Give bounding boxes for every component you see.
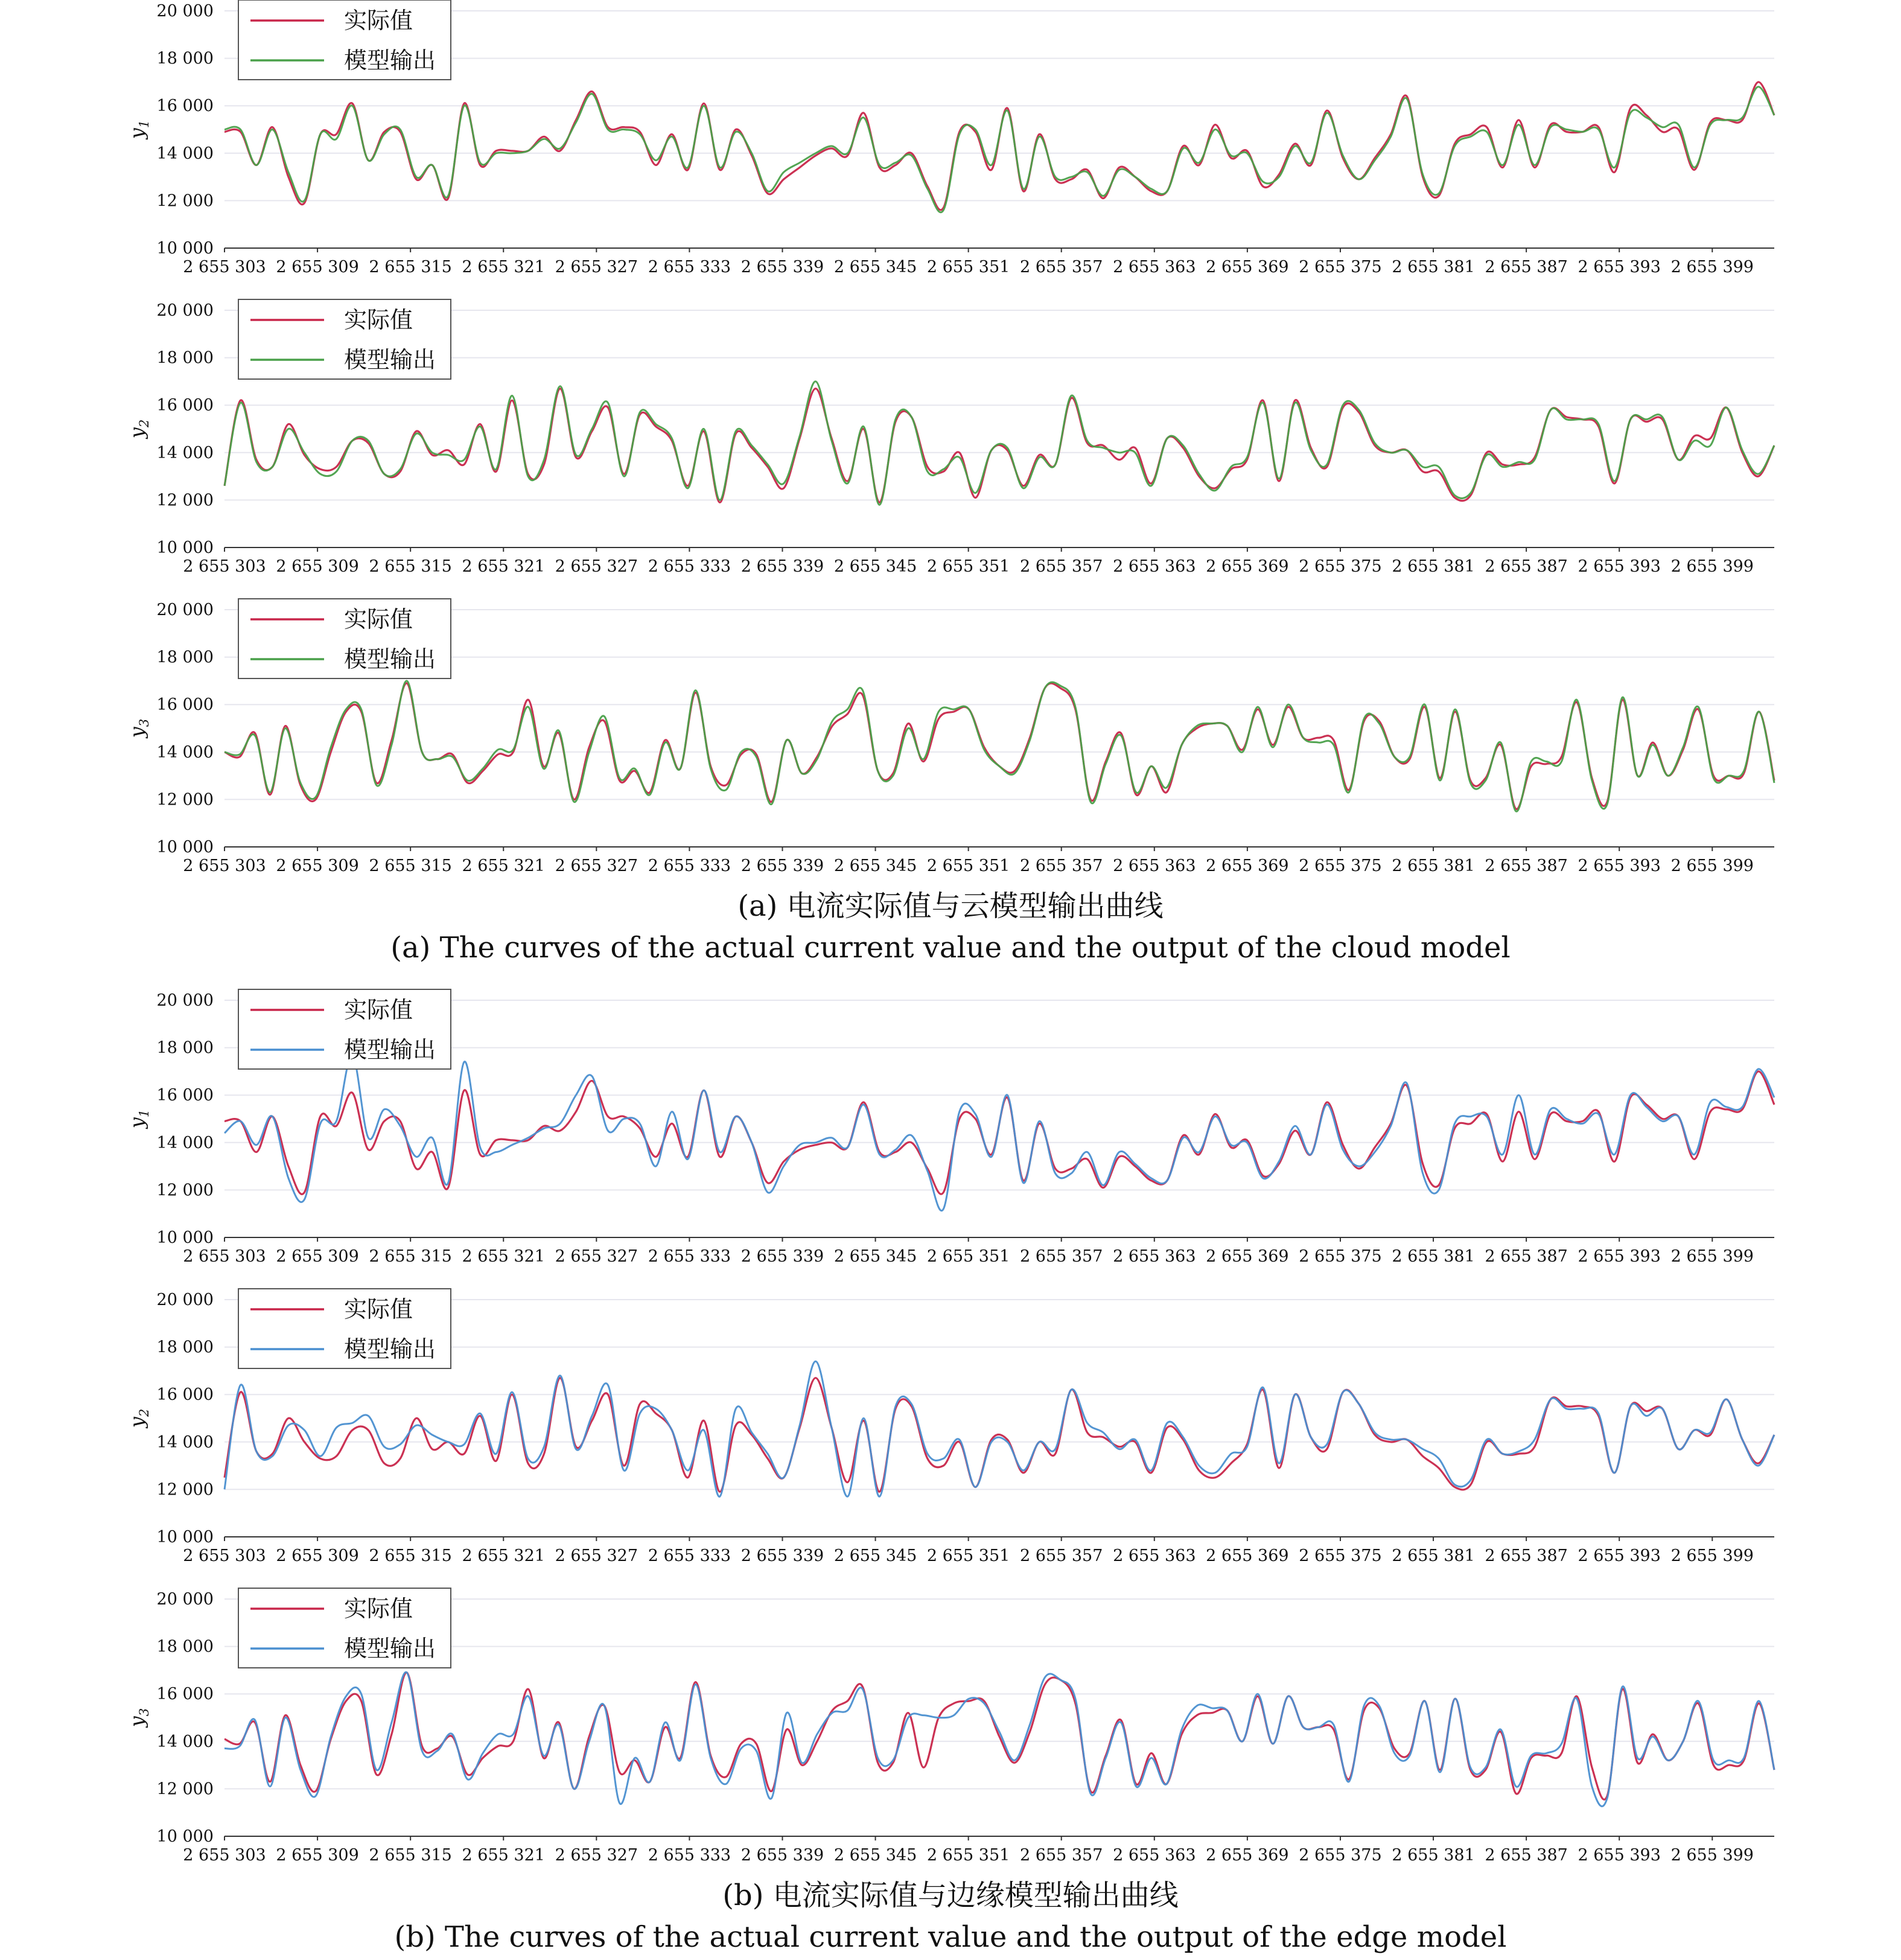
y-tick-label: 16 000 (156, 1086, 214, 1105)
x-tick-label: 2 655 357 (1020, 1547, 1103, 1565)
y-tick-label: 14 000 (156, 1133, 214, 1152)
y-tick-label: 18 000 (156, 49, 214, 68)
x-tick-label: 2 655 399 (1670, 857, 1754, 875)
y-tick-label: 18 000 (156, 648, 214, 667)
x-tick-label: 2 655 357 (1020, 1846, 1103, 1865)
legend-label-model: 模型输出 (344, 47, 436, 74)
y-axis-label (126, 719, 151, 739)
x-tick-label: 2 655 387 (1485, 1846, 1568, 1865)
y-axis-label-base: y (126, 1417, 148, 1428)
x-tick-label: 2 655 303 (183, 1247, 266, 1266)
y-tick-label: 18 000 (156, 1338, 214, 1357)
x-tick-label: 2 655 303 (183, 1547, 266, 1565)
y-tick-label: 20 000 (156, 301, 214, 320)
x-tick-label: 2 655 309 (276, 557, 359, 576)
x-tick-label: 2 655 399 (1670, 557, 1754, 576)
x-tick-label: 2 655 381 (1392, 857, 1475, 875)
x-tick-label: 2 655 369 (1206, 557, 1289, 576)
legend-label-model: 模型输出 (344, 1635, 436, 1662)
x-tick-label: 2 655 321 (462, 258, 545, 276)
legend-label-actual: 实际值 (344, 1296, 413, 1323)
caption-b-english: (b) The curves of the actual current value and the output of the edge model (394, 1920, 1507, 1954)
legend-label-model: 模型输出 (344, 1036, 436, 1063)
x-tick-label: 2 655 333 (648, 1247, 731, 1266)
x-tick-label: 2 655 309 (276, 857, 359, 875)
x-tick-label: 2 655 387 (1485, 1547, 1568, 1565)
x-tick-label: 2 655 345 (833, 557, 917, 576)
series-line-model (224, 681, 1774, 811)
series-line-actual (224, 1071, 1774, 1194)
legend-label-actual: 实际值 (344, 7, 413, 34)
x-tick-label: 2 655 375 (1299, 1846, 1382, 1865)
x-tick-label: 2 655 333 (648, 557, 731, 576)
series-line-model (224, 1361, 1774, 1496)
x-tick-label: 2 655 315 (369, 557, 452, 576)
x-tick-label: 2 655 327 (555, 1247, 638, 1266)
x-tick-label: 2 655 309 (276, 1547, 359, 1565)
legend-label-model: 模型输出 (344, 346, 436, 373)
x-tick-label: 2 655 309 (276, 1247, 359, 1266)
y-axis-label-base: y (126, 427, 148, 439)
x-tick-label: 2 655 315 (369, 1846, 452, 1865)
legend-label-actual: 实际值 (344, 997, 413, 1023)
chart-a1 (126, 0, 1774, 276)
y-axis-label (126, 120, 151, 140)
x-tick-label: 2 655 339 (740, 1547, 824, 1565)
x-tick-label: 2 655 363 (1113, 557, 1196, 576)
x-tick-label: 2 655 375 (1299, 258, 1382, 276)
x-tick-label: 2 655 381 (1392, 1247, 1475, 1266)
x-tick-label: 2 655 351 (926, 1547, 1010, 1565)
x-tick-label: 2 655 369 (1206, 258, 1289, 276)
y-tick-label: 20 000 (156, 601, 214, 619)
x-tick-label: 2 655 357 (1020, 258, 1103, 276)
y-tick-label: 20 000 (156, 991, 214, 1010)
x-tick-label: 2 655 351 (926, 1247, 1010, 1266)
x-tick-label: 2 655 345 (833, 258, 917, 276)
x-tick-label: 2 655 369 (1206, 857, 1289, 875)
x-tick-label: 2 655 321 (462, 1846, 545, 1865)
y-axis-label-subscript: 3 (137, 1708, 151, 1717)
chart-a2 (126, 299, 1774, 576)
x-tick-label: 2 655 351 (926, 1846, 1010, 1865)
x-tick-label: 2 655 315 (369, 1547, 452, 1565)
y-axis-label (126, 420, 151, 439)
x-tick-label: 2 655 327 (555, 557, 638, 576)
y-tick-label: 16 000 (156, 695, 214, 715)
y-tick-label: 16 000 (156, 1685, 214, 1704)
y-tick-label: 12 000 (156, 1181, 214, 1200)
x-tick-label: 2 655 375 (1299, 1547, 1382, 1565)
series-line-model (224, 381, 1774, 505)
x-tick-label: 2 655 351 (926, 857, 1010, 875)
x-tick-label: 2 655 351 (926, 258, 1010, 276)
y-axis-label (126, 1409, 151, 1429)
x-tick-label: 2 655 381 (1392, 258, 1475, 276)
y-tick-label: 10 000 (156, 1528, 214, 1547)
x-tick-label: 2 655 333 (648, 258, 731, 276)
y-tick-label: 16 000 (156, 1385, 214, 1405)
x-tick-label: 2 655 339 (740, 557, 824, 576)
x-tick-label: 2 655 363 (1113, 258, 1196, 276)
y-axis-label-base: y (126, 1716, 148, 1728)
x-tick-label: 2 655 369 (1206, 1247, 1289, 1266)
legend-label-actual: 实际值 (344, 606, 413, 633)
y-tick-label: 20 000 (156, 1590, 214, 1609)
x-tick-label: 2 655 303 (183, 857, 266, 875)
y-tick-label: 14 000 (156, 144, 214, 163)
chart-a3 (126, 599, 1774, 875)
x-tick-label: 2 655 327 (555, 1846, 638, 1865)
legend-label-actual: 实际值 (344, 1595, 413, 1622)
x-tick-label: 2 655 375 (1299, 857, 1382, 875)
x-tick-label: 2 655 399 (1670, 1547, 1754, 1565)
caption-b-chinese: (b) 电流实际值与边缘模型输出曲线 (722, 1879, 1179, 1912)
x-tick-label: 2 655 321 (462, 557, 545, 576)
x-tick-label: 2 655 393 (1578, 1547, 1661, 1565)
x-tick-label: 2 655 309 (276, 258, 359, 276)
y-tick-label: 12 000 (156, 790, 214, 809)
y-tick-label: 12 000 (156, 1780, 214, 1799)
x-tick-label: 2 655 345 (833, 857, 917, 875)
chart-b3 (126, 1588, 1774, 1865)
y-tick-label: 10 000 (156, 1827, 214, 1846)
x-tick-label: 2 655 363 (1113, 1846, 1196, 1865)
y-tick-label: 14 000 (156, 443, 214, 462)
x-tick-label: 2 655 393 (1578, 1846, 1661, 1865)
y-axis-label-base: y (126, 128, 148, 139)
x-tick-label: 2 655 393 (1578, 258, 1661, 276)
y-tick-label: 12 000 (156, 191, 214, 211)
x-tick-label: 2 655 315 (369, 258, 452, 276)
series-line-actual (224, 1673, 1774, 1800)
x-tick-label: 2 655 393 (1578, 557, 1661, 576)
y-axis-label (126, 1708, 151, 1728)
x-tick-label: 2 655 345 (833, 1547, 917, 1565)
y-tick-label: 16 000 (156, 396, 214, 415)
y-tick-label: 14 000 (156, 1432, 214, 1452)
y-tick-label: 10 000 (156, 239, 214, 258)
x-tick-label: 2 655 387 (1485, 1247, 1568, 1266)
x-tick-label: 2 655 363 (1113, 1247, 1196, 1266)
chart-b2 (126, 1289, 1774, 1565)
y-axis-label-base: y (126, 1117, 148, 1129)
x-tick-label: 2 655 393 (1578, 1247, 1661, 1266)
legend-label-actual: 实际值 (344, 307, 413, 333)
x-tick-label: 2 655 381 (1392, 557, 1475, 576)
y-tick-label: 20 000 (156, 2, 214, 21)
legend-label-model: 模型输出 (344, 646, 436, 672)
y-tick-label: 18 000 (156, 1038, 214, 1058)
x-tick-label: 2 655 339 (740, 1846, 824, 1865)
x-tick-label: 2 655 369 (1206, 1547, 1289, 1565)
x-tick-label: 2 655 387 (1485, 557, 1568, 576)
caption-a-chinese: (a) 电流实际值与云模型输出曲线 (737, 889, 1164, 923)
x-tick-label: 2 655 333 (648, 1846, 731, 1865)
x-tick-label: 2 655 309 (276, 1846, 359, 1865)
caption-a-english: (a) The curves of the actual current value and the output of the cloud model (390, 931, 1511, 965)
y-axis-label-subscript: 2 (137, 1408, 151, 1417)
x-tick-label: 2 655 339 (740, 1247, 824, 1266)
x-tick-label: 2 655 327 (555, 258, 638, 276)
x-tick-label: 2 655 357 (1020, 557, 1103, 576)
y-tick-label: 16 000 (156, 97, 214, 116)
y-tick-label: 14 000 (156, 742, 214, 762)
x-tick-label: 2 655 369 (1206, 1846, 1289, 1865)
y-axis-label-subscript: 1 (137, 1109, 151, 1118)
x-tick-label: 2 655 393 (1578, 857, 1661, 875)
y-axis-label (126, 1109, 151, 1129)
y-axis-label-base: y (126, 727, 148, 738)
x-tick-label: 2 655 351 (926, 557, 1010, 576)
y-tick-label: 12 000 (156, 1480, 214, 1499)
x-tick-label: 2 655 303 (183, 258, 266, 276)
x-tick-label: 2 655 357 (1020, 857, 1103, 875)
y-tick-label: 18 000 (156, 348, 214, 368)
x-tick-label: 2 655 363 (1113, 1547, 1196, 1565)
series-line-actual (224, 683, 1774, 809)
x-tick-label: 2 655 327 (555, 1547, 638, 1565)
x-tick-label: 2 655 333 (648, 1547, 731, 1565)
x-tick-label: 2 655 381 (1392, 1846, 1475, 1865)
x-tick-label: 2 655 345 (833, 1247, 917, 1266)
x-tick-label: 2 655 315 (369, 1247, 452, 1266)
x-tick-label: 2 655 321 (462, 1547, 545, 1565)
y-tick-label: 10 000 (156, 838, 214, 857)
chart-b1 (126, 989, 1774, 1266)
x-tick-label: 2 655 345 (833, 1846, 917, 1865)
x-tick-label: 2 655 339 (740, 857, 824, 875)
y-tick-label: 18 000 (156, 1637, 214, 1656)
x-tick-label: 2 655 363 (1113, 857, 1196, 875)
series-line-model (224, 1672, 1774, 1806)
x-tick-label: 2 655 357 (1020, 1247, 1103, 1266)
x-tick-label: 2 655 399 (1670, 258, 1754, 276)
legend-label-model: 模型输出 (344, 1336, 436, 1362)
y-tick-label: 20 000 (156, 1291, 214, 1309)
x-tick-label: 2 655 321 (462, 1247, 545, 1266)
x-tick-label: 2 655 381 (1392, 1547, 1475, 1565)
y-tick-label: 10 000 (156, 1228, 214, 1247)
x-tick-label: 2 655 399 (1670, 1247, 1754, 1266)
y-axis-label-subscript: 1 (137, 120, 151, 129)
x-tick-label: 2 655 339 (740, 258, 824, 276)
y-tick-label: 12 000 (156, 491, 214, 510)
x-tick-label: 2 655 315 (369, 857, 452, 875)
x-tick-label: 2 655 333 (648, 857, 731, 875)
x-tick-label: 2 655 399 (1670, 1846, 1754, 1865)
y-tick-label: 14 000 (156, 1732, 214, 1751)
y-axis-label-subscript: 2 (137, 419, 151, 428)
x-tick-label: 2 655 303 (183, 1846, 266, 1865)
x-tick-label: 2 655 321 (462, 857, 545, 875)
x-tick-label: 2 655 327 (555, 857, 638, 875)
x-tick-label: 2 655 387 (1485, 258, 1568, 276)
x-tick-label: 2 655 303 (183, 557, 266, 576)
x-tick-label: 2 655 375 (1299, 557, 1382, 576)
y-axis-label-subscript: 3 (137, 718, 151, 727)
y-tick-label: 10 000 (156, 538, 214, 557)
x-tick-label: 2 655 375 (1299, 1247, 1382, 1266)
x-tick-label: 2 655 387 (1485, 857, 1568, 875)
